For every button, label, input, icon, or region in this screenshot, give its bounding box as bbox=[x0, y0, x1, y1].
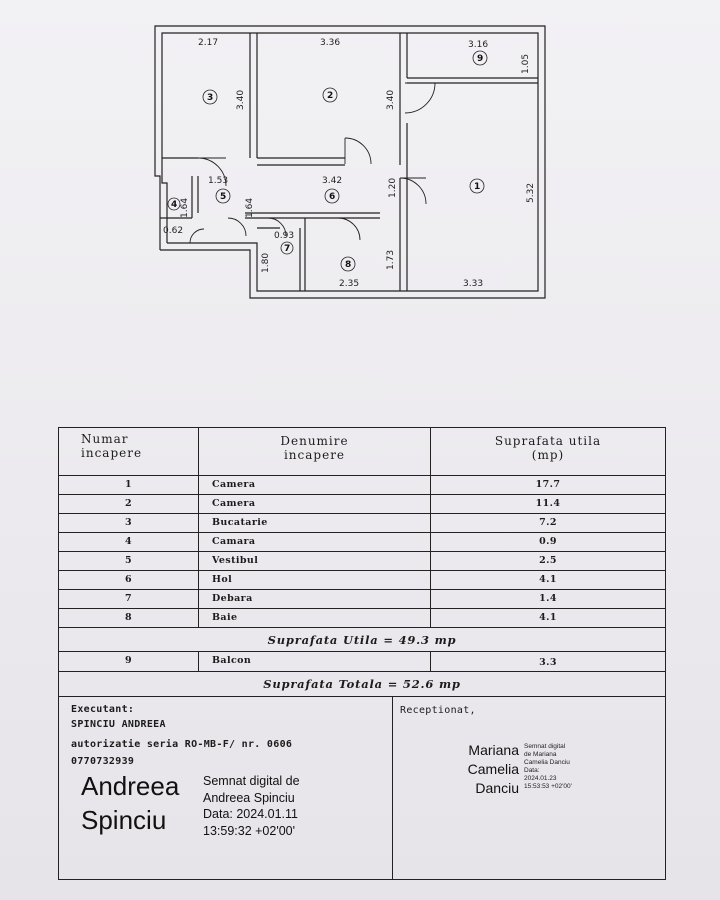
room-number-5: 5 bbox=[220, 192, 227, 202]
row-number: 9 bbox=[59, 652, 199, 671]
dim-1-05: 1.05 bbox=[521, 53, 531, 74]
dim-1-53: 1.53 bbox=[208, 176, 229, 186]
dim-1-80: 1.80 bbox=[261, 252, 271, 273]
dim-2-35: 2.35 bbox=[339, 279, 360, 289]
row-number: 7 bbox=[59, 590, 199, 608]
header-area: Suprafata utila (mp) bbox=[494, 434, 602, 462]
row-number: 5 bbox=[59, 552, 199, 570]
row-number: 3 bbox=[59, 514, 199, 532]
executant-digital-signature: Semnat digital de Andreea Spinciu Data: 2024.01.11 13:59:32 +02'00' bbox=[203, 774, 300, 838]
row-name: Balcon bbox=[199, 652, 431, 671]
row-area: 1.4 bbox=[539, 593, 557, 604]
total-area: Suprafata Totala = 52.6 mp bbox=[263, 677, 461, 691]
row-name: Camara bbox=[199, 533, 431, 551]
row-name: Debara bbox=[199, 590, 431, 608]
executant-block bbox=[71, 703, 292, 769]
row-area: 4.1 bbox=[539, 574, 557, 585]
signature-section bbox=[58, 697, 666, 880]
row-area: 2.5 bbox=[539, 555, 557, 566]
dim-1-73: 1.73 bbox=[386, 249, 396, 270]
room-number-6: 6 bbox=[329, 192, 336, 202]
table-row bbox=[59, 552, 665, 571]
room-number-3: 3 bbox=[207, 93, 214, 103]
room-number-2: 2 bbox=[327, 91, 334, 101]
room-number-7: 7 bbox=[284, 244, 291, 254]
row-name: Hol bbox=[199, 571, 431, 589]
row-number: 2 bbox=[59, 495, 199, 513]
dim-3-40-right: 3.40 bbox=[386, 89, 396, 110]
table-row bbox=[59, 590, 665, 609]
row-area: 11.4 bbox=[535, 498, 561, 509]
dim-3-33: 3.33 bbox=[463, 279, 484, 289]
room-area-table bbox=[58, 427, 666, 697]
useful-area-total: Suprafata Utila = 49.3 mp bbox=[59, 628, 665, 652]
dim-3-42: 3.42 bbox=[322, 176, 343, 186]
row-name: Vestibul bbox=[199, 552, 431, 570]
row-number: 8 bbox=[59, 609, 199, 627]
row-area: 0.9 bbox=[539, 536, 557, 547]
floor-plan bbox=[150, 18, 570, 308]
floor-plan-drawing bbox=[150, 18, 570, 308]
executant-name: SPINCIU ANDREEA bbox=[71, 719, 166, 730]
table-row bbox=[59, 609, 665, 628]
dim-3-40-left: 3.40 bbox=[236, 89, 246, 110]
dim-1-64-right: 1.64 bbox=[245, 197, 255, 218]
receptionat-label: Receptionat, bbox=[400, 705, 476, 716]
table-row bbox=[59, 495, 665, 514]
executant-label: Executant: bbox=[71, 704, 135, 715]
signature-divider bbox=[392, 697, 393, 879]
row-area: 7.2 bbox=[539, 517, 557, 528]
row-number: 1 bbox=[59, 476, 199, 494]
dim-5-32: 5.32 bbox=[526, 182, 536, 203]
dim-1-20: 1.20 bbox=[388, 177, 398, 198]
dim-3-16: 3.16 bbox=[468, 40, 489, 50]
row-area: 4.1 bbox=[539, 612, 557, 623]
row-name: Camera bbox=[199, 476, 431, 494]
executant-signature-name: Andreea Spinciu bbox=[81, 771, 180, 835]
row-name: Bucatarie bbox=[199, 514, 431, 532]
table-row-balcony bbox=[59, 652, 665, 672]
room-number-8: 8 bbox=[345, 260, 352, 270]
dim-1-64-left: 1.64 bbox=[180, 197, 190, 218]
table-header bbox=[59, 428, 665, 476]
room-number-4: 4 bbox=[171, 200, 178, 210]
dim-3-36: 3.36 bbox=[320, 38, 341, 48]
row-name: Baie bbox=[199, 609, 431, 627]
room-number-9: 9 bbox=[477, 54, 484, 64]
table-row bbox=[59, 571, 665, 590]
table-row bbox=[59, 533, 665, 552]
room-number-1: 1 bbox=[474, 182, 481, 192]
row-area: 17.7 bbox=[535, 479, 561, 490]
receptionat-digital-signature: Semnat digital de Mariana Camelia Danciu Data: 2024.01.23 15:53:53 +02'00' bbox=[524, 743, 572, 790]
dim-0-93: 0.93 bbox=[274, 231, 295, 241]
row-area: 3.3 bbox=[539, 657, 557, 668]
row-name: Camera bbox=[199, 495, 431, 513]
header-number: Numar incapere bbox=[59, 428, 199, 475]
row-number: 4 bbox=[59, 533, 199, 551]
executant-authorization: autorizatie seria RO-MB-F/ nr. 0606 bbox=[71, 739, 293, 750]
table-row bbox=[59, 476, 665, 495]
header-name: Denumire incapere bbox=[199, 428, 431, 475]
executant-phone: 0770732939 bbox=[71, 756, 135, 767]
dim-2-17: 2.17 bbox=[198, 38, 219, 48]
receptionat-signature-name: Mariana Camelia Danciu bbox=[467, 742, 519, 796]
table-row bbox=[59, 514, 665, 533]
row-number: 6 bbox=[59, 571, 199, 589]
dim-0-62: 0.62 bbox=[163, 226, 184, 236]
